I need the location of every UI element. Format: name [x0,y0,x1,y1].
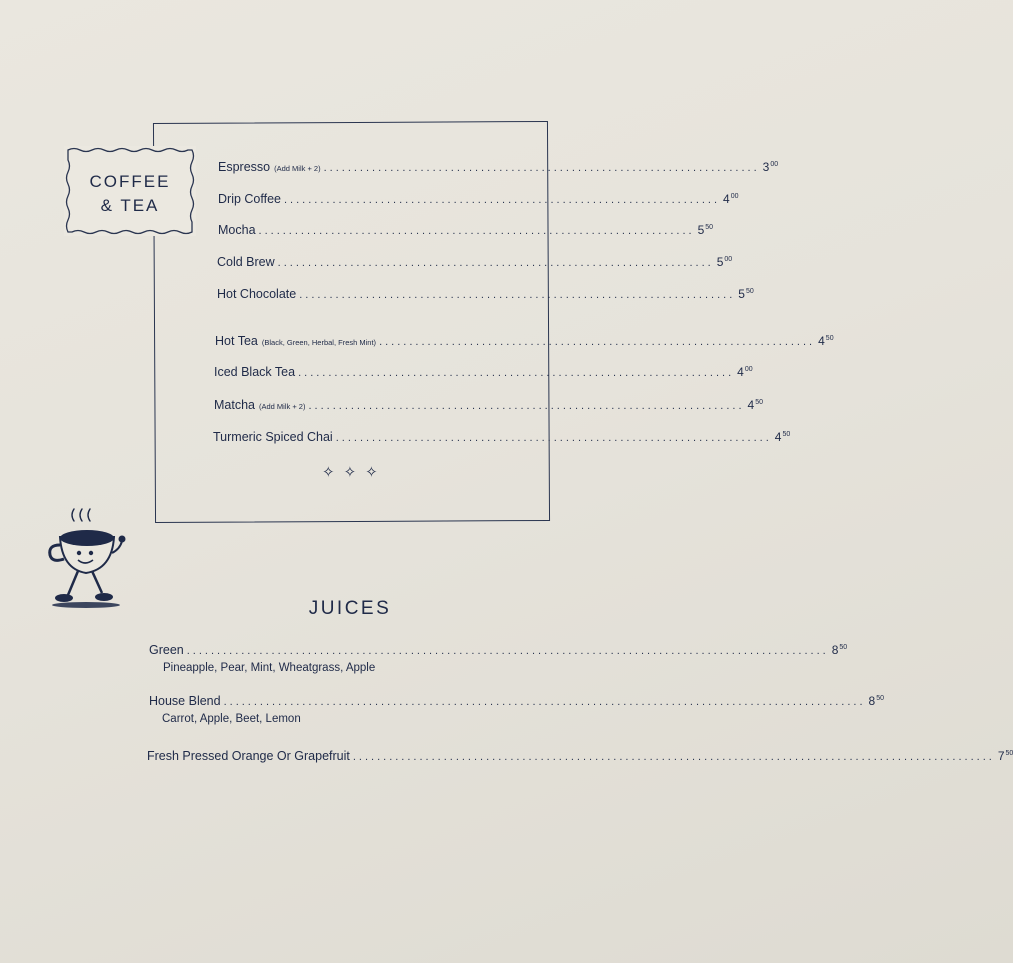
item-name: Green [149,643,184,657]
title-line-2: & TEA [100,196,160,215]
item-name: Hot Chocolate [217,287,297,301]
item-name: Fresh Pressed Orange Or Grapefruit [147,749,350,763]
juices-title: JUICES [308,598,392,619]
item-price: $4^{50}$ [818,334,834,348]
coffee-tea-badge [64,146,196,236]
menu-item-mocha: Mocha ........................................................................ $5^{50}$ [218,223,714,237]
item-name: Hot Tea [215,334,258,348]
item-name: Matcha [214,398,255,412]
item-price: $4^{50}$ [774,430,791,444]
menu-item-iced-black-tea: Iced Black Tea ........................................................................ $4^{00}$ [214,365,753,379]
menu-item-hot-chocolate: Hot Chocolate ........................................................................ $5^{50}$ [217,287,754,301]
item-price: $4^{50}$ [747,398,764,412]
item-price: $7^{50}$ [997,749,1013,763]
item-note: (Black, Green, Herbal, Fresh Mint) [261,338,377,347]
item-name: Turmeric Spiced Chai [213,430,333,444]
item-price: $5^{00}$ [716,255,733,269]
menu-item-cold-brew: Cold Brew ........................................................................ $5^{00}$ [217,255,733,269]
section-title [64,170,196,218]
item-name: Drip Coffee [218,192,281,206]
item-price: $4^{00}$ [723,192,739,206]
item-name: Espresso [218,160,271,174]
menu-item-hot-tea: Hot Tea (Black, Green, Herbal, Fresh Mint) ........................................................................ $4^{50}$ [215,334,834,348]
juice-item-house-blend: House Blend .......................................................................................................... $8^{50}$ [149,694,885,708]
juice-description: Carrot, Apple, Beet, Lemon [162,713,301,725]
menu-item-matcha: Matcha (Add Milk + 2) ........................................................................ $4^{50}$ [214,398,764,412]
menu-item-turmeric-chai: Turmeric Spiced Chai ........................................................................ $4^{50}$ [213,430,791,444]
juice-item-fresh-pressed: Fresh Pressed Orange Or Grapefruit .......................................................................................................... $7^{50}$ [147,749,1013,763]
item-price: $4^{00}$ [737,365,753,379]
juice-description: Pineapple, Pear, Mint, Wheatgrass, Apple [163,662,376,674]
item-name: Mocha [218,223,256,237]
item-note: (Add Milk + 2) [274,164,321,173]
item-price: $8^{50}$ [831,643,848,657]
star-divider-icon: ✧✧✧ [322,464,387,481]
item-price: $5^{50}$ [738,287,754,301]
item-price: $5^{50}$ [697,223,714,237]
item-price: $3^{00}$ [762,160,779,174]
menu-item-drip-coffee: Drip Coffee ........................................................................ $4^{00}$ [218,192,739,206]
item-note: (Add Milk + 2) [259,402,306,411]
item-name: House Blend [149,694,221,708]
juice-item-green: Green .......................................................................................................... $8^{50}$ [149,643,848,657]
menu-item-espresso: Espresso (Add Milk + 2) ........................................................................ $3^{00}$ [218,160,779,174]
item-name: Cold Brew [217,255,275,269]
coffee-cup-mascot-icon [46,507,128,611]
item-name: Iced Black Tea [214,365,296,379]
item-price: $8^{50}$ [868,694,885,708]
title-line-1: COFFEE [89,172,171,191]
